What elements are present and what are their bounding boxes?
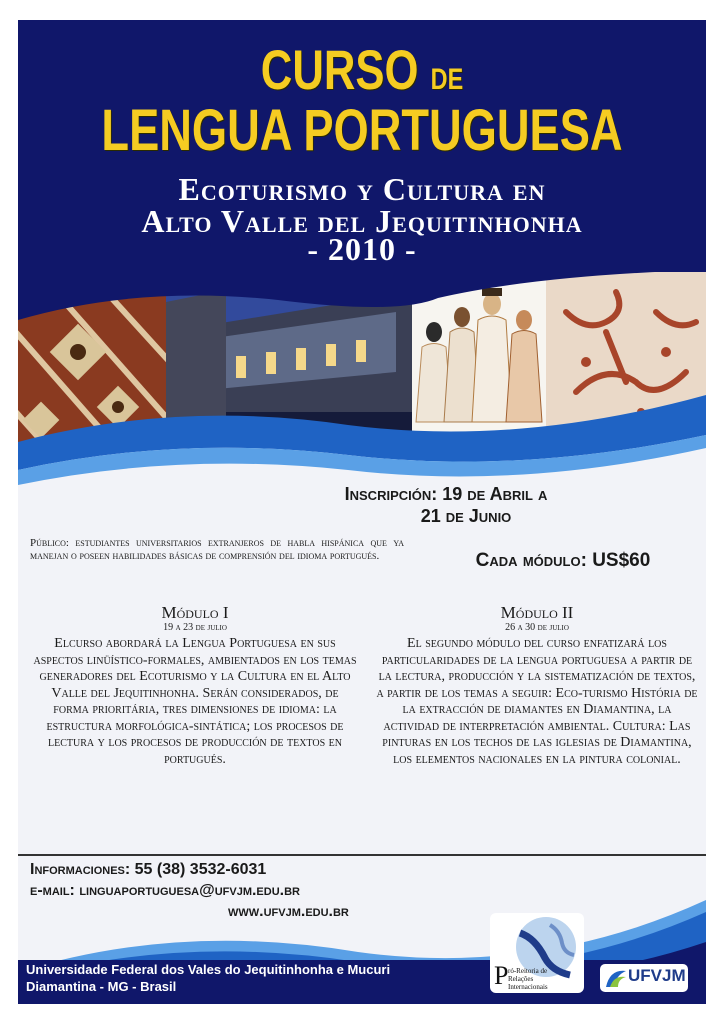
pri-logo	[490, 913, 584, 993]
modulo1-text: Elcurso abordará la Lengua Portuguesa en sus aspectos linüístico-formales, ambientados en los temas generadores del Ecoturismo y la Cultura en el Alto Valle del Jequitinhonha. Serán considerados, de forma prioritária, tres dimensiones de idioma: la estructura morfológica-sintática; los procesos de lectura y los procesos de producción de textos en portugués.	[33, 636, 357, 767]
title-de: DE	[430, 63, 464, 96]
price-text: Cada módulo: US$60	[475, 550, 651, 571]
divider-line	[18, 854, 706, 856]
pri-initial: P	[494, 961, 509, 990]
subtitle-line1: Ecoturismo y Cultura en	[178, 171, 546, 207]
modulo2-title: Módulo II	[500, 603, 574, 622]
modulo2-block	[376, 604, 698, 768]
footer-university: Universidade Federal dos Vales do Jequitinhonha e Mucuri	[26, 962, 391, 977]
contact-phone: Informaciones: 55 (38) 3532-6031	[30, 861, 267, 878]
modulo2-dates: 26 a 30 de julio	[505, 622, 569, 633]
modulo2-text: El segundo módulo del curso enfatizará los particularidades de la lengua portuguesa a partir de la lectura, producción y la sistematización de textos, a partir de los temas a seguir: Eco-turismo História de la extracción de diamantes en Diamantina, la actividad de interpretación ambiental. Cultura: Las pinturas en los techos de las iglesias de Diamantina, los elementos nacionales en la pintura colonial.	[376, 636, 698, 767]
modulo1-dates: 19 a 23 de julio	[163, 622, 227, 633]
ufvjm-logo-text: UFVJM	[628, 966, 686, 985]
inscription-text	[266, 483, 626, 527]
modulo1-title: Módulo I	[161, 603, 229, 622]
ufvjm-logo	[600, 964, 688, 992]
pri-text-line1: ró-Reitoria de	[508, 967, 548, 975]
title-line2: LENGUA PORTUGUESA	[101, 98, 623, 163]
contact-website[interactable]: www.ufvjm.edu.br	[228, 903, 349, 920]
title-curso: CURSO	[260, 38, 419, 101]
pri-text-line2: Relações	[508, 975, 534, 983]
pri-text	[508, 967, 548, 991]
inscription-line1: Inscripción: 19 de Abril a	[344, 484, 548, 504]
publico-text: Público: estudiantes universitarios extranjeros de habla hispánica que ya manejan o poseen habilidades básicas de comprensión del idioma portugués.	[30, 537, 404, 562]
modulo1-block	[32, 604, 358, 768]
inscription-line2: 21 de Junio	[420, 506, 512, 526]
subtitle-line2: Alto Valle del Jequitinhonha	[141, 203, 583, 239]
subtitle-line3: - 2010 -	[307, 231, 417, 267]
footer-location: Diamantina - MG - Brasil	[26, 979, 177, 994]
pri-text-line3: Internacionais	[508, 983, 548, 991]
ufvjm-emblem-icon	[604, 967, 628, 989]
poster	[18, 20, 706, 1004]
contact-email[interactable]: e-mail: linguaportuguesa@ufvjm.edu.br	[30, 882, 300, 899]
